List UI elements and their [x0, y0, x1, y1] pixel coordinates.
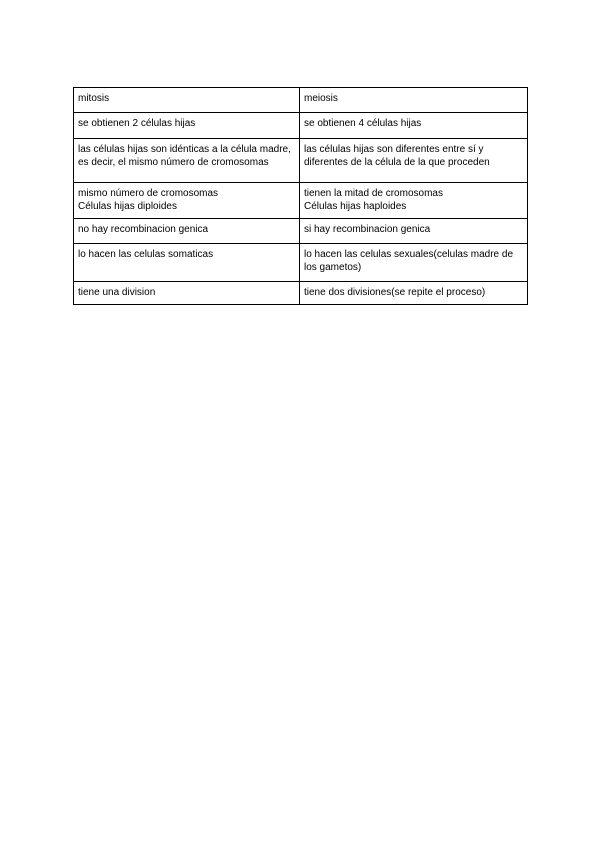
table-cell-mitosis: mismo número de cromosomas Células hijas diploides — [74, 183, 300, 219]
table-cell-meiosis: tiene dos divisiones(se repite el proceso) — [300, 282, 528, 305]
table-cell-mitosis: las células hijas son idénticas a la célula madre, es decir, el mismo número de cromosomas — [74, 139, 300, 183]
table-row — [74, 219, 528, 244]
table-cell-meiosis: tienen la mitad de cromosomas Células hijas haploides — [300, 183, 528, 219]
table-cell-mitosis: se obtienen 2 células hijas — [74, 113, 300, 139]
table-cell-meiosis: se obtienen 4 células hijas — [300, 113, 528, 139]
table-cell-mitosis: no hay recombinacion genica — [74, 219, 300, 244]
table-row — [74, 282, 528, 305]
table-row — [74, 183, 528, 219]
table-row — [74, 139, 528, 183]
table-cell-meiosis: meiosis — [300, 88, 528, 113]
table-cell-mitosis: lo hacen las celulas somaticas — [74, 244, 300, 282]
table-cell-meiosis: lo hacen las celulas sexuales(celulas madre de los gametos) — [300, 244, 528, 282]
table-cell-mitosis: mitosis — [74, 88, 300, 113]
table-cell-meiosis: las células hijas son diferentes entre sí y diferentes de la célula de la que proceden — [300, 139, 528, 183]
table-row — [74, 113, 528, 139]
table-row — [74, 88, 528, 113]
table-cell-meiosis: si hay recombinacion genica — [300, 219, 528, 244]
mitosis-meiosis-comparison-table — [73, 87, 528, 305]
table-row — [74, 244, 528, 282]
table-cell-mitosis: tiene una division — [74, 282, 300, 305]
